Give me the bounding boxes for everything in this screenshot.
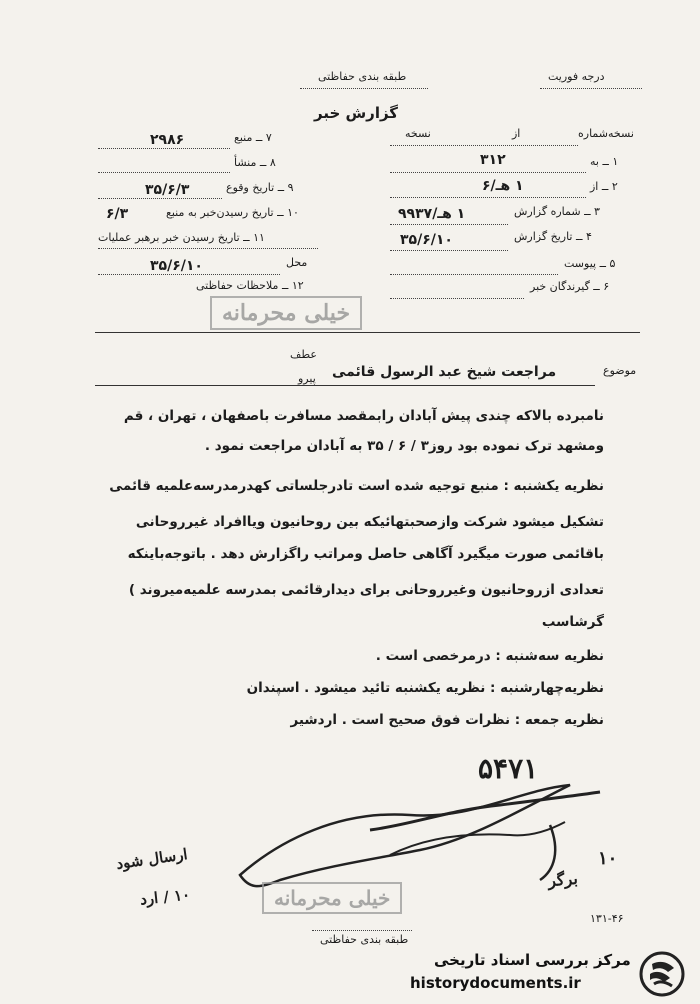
body-line-1: نامبرده بالاکه چندی پیش آبادان رابمقصد مسافرت باصفهان ، تهران ، قم xyxy=(123,408,604,424)
notes-label: ۱۲ ــ ملاحظات حفاظتی xyxy=(196,279,304,292)
bottom-stamp: خیلی محرمانه xyxy=(262,882,402,914)
source-line xyxy=(98,148,230,149)
recipients-label: ۶ ــ گیرندگان خبر xyxy=(530,280,610,293)
report-number-label: ۳ ــ شماره گزارش xyxy=(514,205,600,218)
body-line-6: تعدادی ازروحانیون وغیرروحانی برای دیدارقائمی بمدرسه علمیه‌میروند ) xyxy=(128,582,604,598)
event-date-line xyxy=(98,198,222,199)
archive-logo-icon xyxy=(638,950,686,998)
priority-line xyxy=(540,88,642,89)
watermark-title: مرکز بررسی اسناد تاریخی xyxy=(434,951,631,969)
source-value: ۲۹۸۶ xyxy=(150,132,185,148)
report-date-value: ۳۵/۶/۱۰ xyxy=(400,232,453,248)
reference-value: پیرو xyxy=(298,372,316,385)
report-date-line xyxy=(390,250,508,251)
report-number-value: ۱ هـ/۹۹۳۷ xyxy=(398,206,466,222)
body-line-2: ومشهد ترک نموده بود روز۳ / ۶ / ۳۵ به آبادان مراجعت نمود . xyxy=(204,438,604,454)
form-title: گزارش خبر xyxy=(314,104,399,122)
subject-label: موضوع xyxy=(603,364,637,377)
handwritten-note-right-1: ۱۰ xyxy=(598,848,618,869)
to-line xyxy=(390,172,586,173)
origin-label: ۸ ــ منشأ xyxy=(234,156,276,169)
subject-text: مراجعت شیخ عبد الرسول قائمی xyxy=(332,364,557,380)
origin-line xyxy=(98,172,230,173)
handwritten-note-left-2: ۱۰ / ارد xyxy=(139,885,191,909)
handwritten-note-right-2: برگر xyxy=(547,868,579,891)
from-label: ۲ ــ از xyxy=(590,180,618,193)
classification-label: طبقه بندی حفاظتی xyxy=(318,70,407,83)
body-line-7: گرشاسب xyxy=(541,614,604,630)
report-date-label: ۴ ــ تاریخ گزارش xyxy=(514,230,592,243)
handwritten-number: ۵۴۷۱ xyxy=(478,752,539,785)
body-line-9: نظریه‌چهارشنبه : نظریه یکشنبه تائید میشود . اسپندان xyxy=(246,680,604,696)
body-line-5: باقائمی صورت میگیرد آگاهی حاصل ومراتب راگزارش دهد . باتوجه‌باینکه xyxy=(127,546,604,562)
footer-classification: طبقه بندی حفاظتی xyxy=(320,933,409,946)
attachment-label: ۵ ــ پیوست xyxy=(564,257,616,270)
event-date-label: ۹ ــ تاریخ وقوع xyxy=(226,181,294,194)
footer-classification-line xyxy=(312,930,412,931)
classification-line xyxy=(300,88,428,89)
body-line-3: نظریه یکشنبه : منبع توجیه شده است تادرجلساتی کهدرمدرسه‌علمیه قائمی xyxy=(109,478,604,494)
to-label: ۱ ــ به xyxy=(590,155,619,168)
copy-word-label: نسخه xyxy=(405,127,431,140)
ops-receipt-label: ۱۱ ــ تاریخ رسیدن خبر برهبر عملیات xyxy=(98,231,265,244)
event-date-value: ۳۵/۶/۳ xyxy=(145,182,190,198)
body-line-4: تشکیل میشود شرکت وازصحبتهائیکه بین روحانیون ویاافراد غیرروحانی xyxy=(135,514,604,530)
place-value: ۳۵/۶/۱۰ xyxy=(150,258,203,274)
ops-receipt-line xyxy=(98,248,318,249)
reference-label: عطف xyxy=(290,348,317,361)
copy-number-line xyxy=(390,145,578,146)
place-line xyxy=(98,274,280,275)
priority-label: درجه فوریت xyxy=(548,70,605,83)
place-label: محل xyxy=(286,256,308,269)
source-label: ۷ ــ منبع xyxy=(234,131,272,144)
source-receipt-label: ۱۰ ــ تاریخ رسیدن‌خبر به منبع xyxy=(166,206,299,219)
copy-from-label: از xyxy=(512,127,521,140)
form-separator xyxy=(95,332,640,333)
from-value: ۱ هـ/۶ xyxy=(482,178,524,194)
attachment-line xyxy=(390,274,558,275)
copy-number-label: نسخه‌شماره xyxy=(578,127,634,140)
source-receipt-value: ۶/۳ xyxy=(106,206,129,222)
body-line-10: نظریه جمعه : نظرات فوق صحیح است . اردشیر xyxy=(290,712,604,728)
handwritten-note-left-1: ارسال شود xyxy=(115,845,189,873)
top-stamp: خیلی محرمانه xyxy=(210,296,362,330)
from-line xyxy=(390,197,586,198)
report-number-line xyxy=(390,224,508,225)
body-line-8: نظریه سه‌شنبه : درمرخصی است . xyxy=(375,648,604,664)
recipients-line xyxy=(390,298,524,299)
document-code: ۱۳۱-۴۶ xyxy=(590,912,624,925)
watermark-url: historydocuments.ir xyxy=(410,974,581,992)
to-value: ۳۱۲ xyxy=(480,152,506,168)
subject-line xyxy=(95,385,595,386)
